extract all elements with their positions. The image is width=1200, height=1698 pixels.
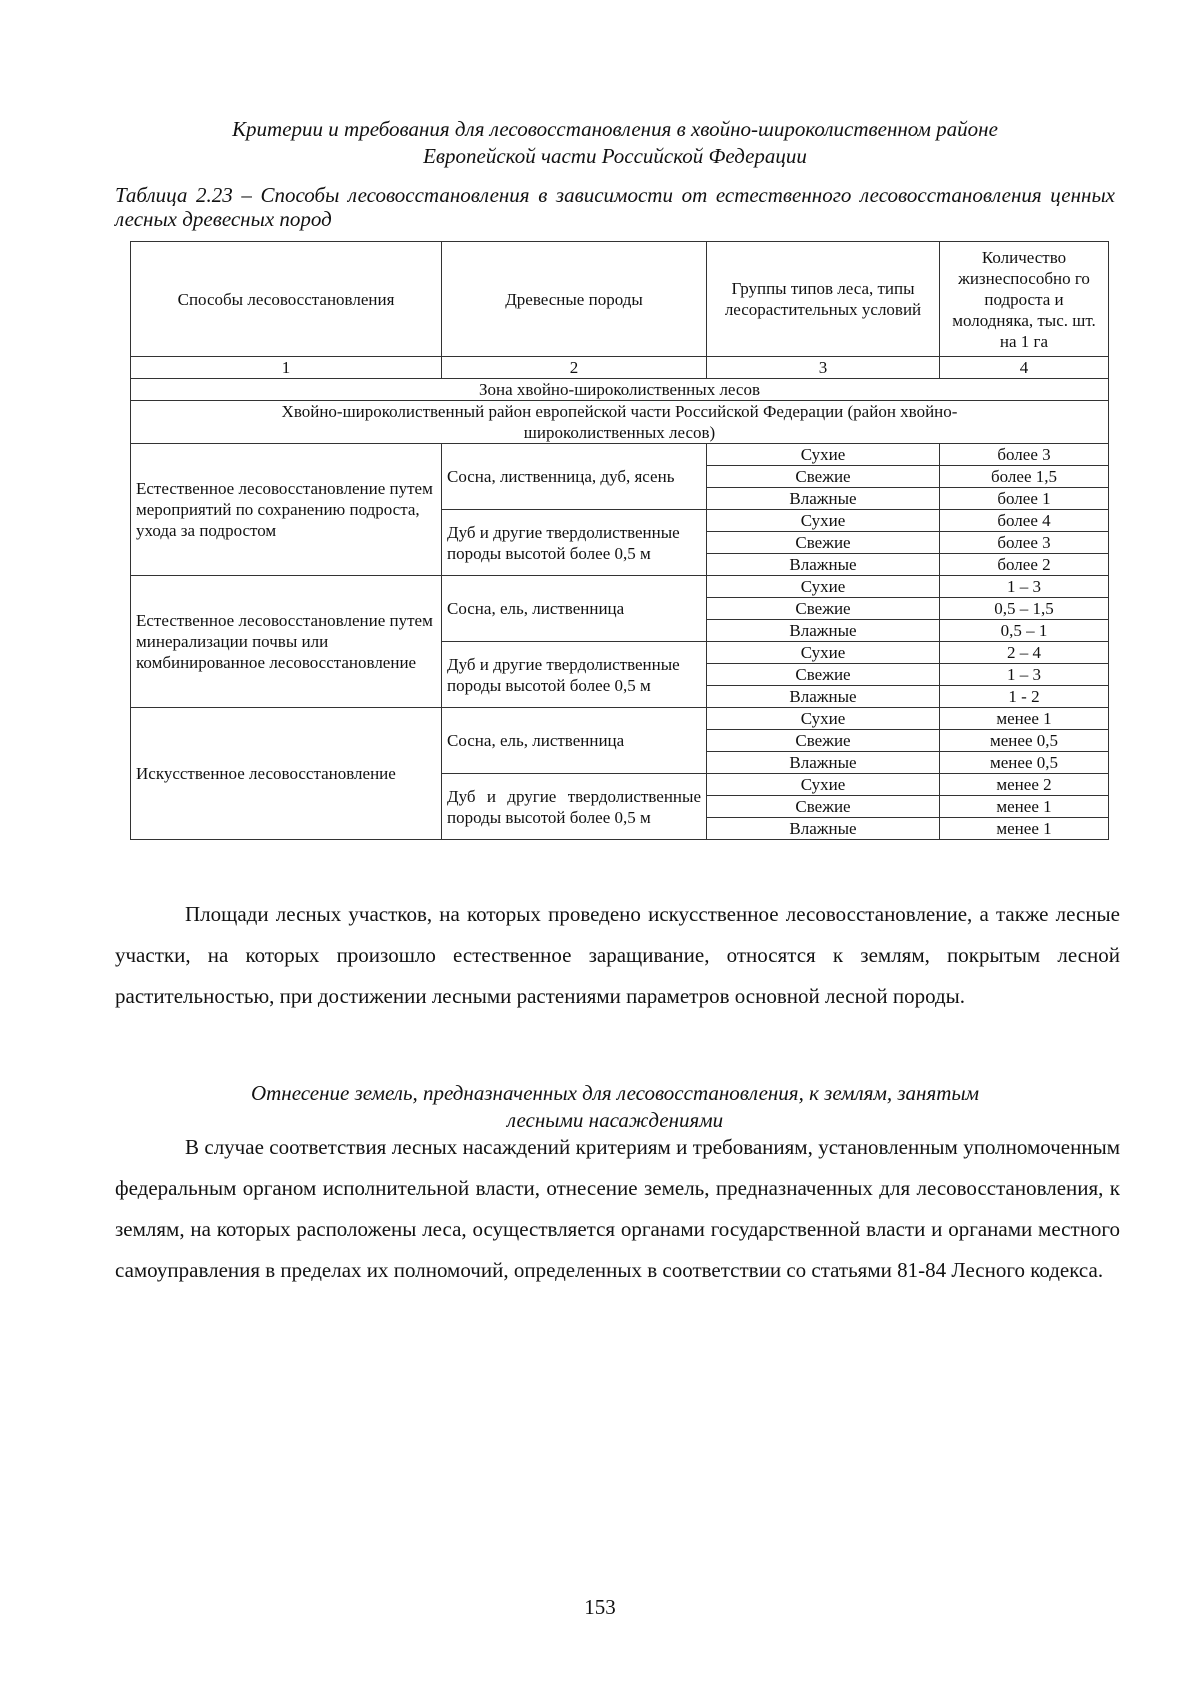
section-title [115, 116, 1115, 170]
forest-condition-cell: Сухие [707, 708, 940, 730]
forest-condition-cell: Свежие [707, 796, 940, 818]
forest-condition-cell: Влажные [707, 752, 940, 774]
species-cell: Дуб и другие твердолиственные породы высотой более 0,5 м [442, 642, 707, 708]
table-caption: Таблица 2.23 – Способы лесовосстановления в зависимости от естественного лесовосстановления ценных лесных древесных пород [115, 183, 1115, 231]
column-number: 4 [940, 357, 1109, 379]
quantity-cell: более 2 [940, 554, 1109, 576]
forest-condition-cell: Влажные [707, 488, 940, 510]
column-number: 1 [131, 357, 442, 379]
species-cell: Сосна, ель, лиственница [442, 576, 707, 642]
column-number: 2 [442, 357, 707, 379]
species-cell: Дуб и другие твердолиственные породы высотой более 0,5 м [442, 774, 707, 840]
species-cell: Дуб и другие твердолиственные породы высотой более 0,5 м [442, 510, 707, 576]
header-cell: Количество жизнеспособно го подроста и молодняка, тыс. шт. на 1 га [940, 242, 1109, 357]
header-cell: Группы типов леса, типы лесорастительных условий [707, 242, 940, 357]
quantity-cell: более 3 [940, 444, 1109, 466]
section-title-2-line2: лесными насаждениями [506, 1108, 724, 1132]
quantity-cell: менее 0,5 [940, 752, 1109, 774]
quantity-cell: более 1 [940, 488, 1109, 510]
forest-condition-cell: Сухие [707, 444, 940, 466]
paragraph-forest-areas [115, 894, 1120, 1017]
forest-condition-cell: Сухие [707, 774, 940, 796]
section-title-line1: Критерии и требования для лесовосстановления в хвойно-широколиственном районе [232, 117, 998, 141]
quantity-cell: менее 1 [940, 818, 1109, 840]
forest-condition-cell: Свежие [707, 598, 940, 620]
column-number: 3 [707, 357, 940, 379]
table-row [131, 444, 1109, 466]
header-cell: Древесные породы [442, 242, 707, 357]
zone-cell: Зона хвойно-широколиственных лесов [131, 379, 1109, 401]
forest-condition-cell: Влажные [707, 818, 940, 840]
quantity-cell: менее 1 [940, 796, 1109, 818]
quantity-cell: 0,5 – 1,5 [940, 598, 1109, 620]
quantity-cell: 0,5 – 1 [940, 620, 1109, 642]
paragraph-land-assignment-text: В случае соответствия лесных насаждений критериям и требованиям, установленным уполномоченным федеральным органом исполнительной власти, отнесение земель, предназначенных для лесовосстановления, к землям, на которых расположены леса, осуществляется органами государственной власти и органами местного самоуправления в пределах их полномочий, определенных в соответствии со статьями 81-84 Лесного кодекса. [115, 1135, 1120, 1282]
table-header-row [131, 242, 1109, 357]
method-cell: Естественное лесовосстановление путем минерализации почвы или комбинированное лесовосстановление [131, 576, 442, 708]
species-cell: Сосна, ель, лиственница [442, 708, 707, 774]
forest-condition-cell: Свежие [707, 730, 940, 752]
quantity-cell: 2 – 4 [940, 642, 1109, 664]
forest-restoration-table [130, 241, 1109, 840]
quantity-cell: более 1,5 [940, 466, 1109, 488]
quantity-cell: менее 0,5 [940, 730, 1109, 752]
quantity-cell: более 3 [940, 532, 1109, 554]
forest-condition-cell: Влажные [707, 554, 940, 576]
forest-condition-cell: Свежие [707, 466, 940, 488]
forest-condition-cell: Влажные [707, 686, 940, 708]
section-title-line2: Европейской части Российской Федерации [423, 144, 807, 168]
forest-condition-cell: Сухие [707, 510, 940, 532]
table-row [131, 708, 1109, 730]
forest-condition-cell: Сухие [707, 642, 940, 664]
forest-condition-cell: Свежие [707, 664, 940, 686]
zone-row [131, 379, 1109, 401]
section-title-2-line1: Отнесение земель, предназначенных для лесовосстановления, к землям, занятым [250, 1081, 980, 1105]
section-title-2 [115, 1080, 1115, 1134]
page-number: 153 [584, 1595, 616, 1619]
quantity-cell: менее 2 [940, 774, 1109, 796]
quantity-cell: 1 - 2 [940, 686, 1109, 708]
table-row [131, 576, 1109, 598]
header-cell: Способы лесовосстановления [131, 242, 442, 357]
forest-condition-cell: Свежие [707, 532, 940, 554]
paragraph-forest-areas-text: Площади лесных участков, на которых проведено искусственное лесовосстановление, а также лесные участки, на которых произошло естественное заращивание, относятся к землям, покрытым лесной растительностью, при достижении лесными растениями параметров основной лесной породы. [115, 902, 1120, 1008]
forest-condition-cell: Сухие [707, 576, 940, 598]
quantity-cell: 1 – 3 [940, 664, 1109, 686]
method-cell: Искусственное лесовосстановление [131, 708, 442, 840]
species-cell: Сосна, лиственница, дуб, ясень [442, 444, 707, 510]
quantity-cell: более 4 [940, 510, 1109, 532]
column-number-row [131, 357, 1109, 379]
quantity-cell: 1 – 3 [940, 576, 1109, 598]
quantity-cell: менее 1 [940, 708, 1109, 730]
method-cell: Естественное лесовосстановление путем мероприятий по сохранению подроста, ухода за подростом [131, 444, 442, 576]
paragraph-land-assignment [115, 1127, 1120, 1291]
region-cell: Хвойно-широколиственный район европейской части Российской Федерации (район хвойно-широколиственных лесов) [131, 401, 1109, 444]
region-row [131, 401, 1109, 444]
forest-condition-cell: Влажные [707, 620, 940, 642]
